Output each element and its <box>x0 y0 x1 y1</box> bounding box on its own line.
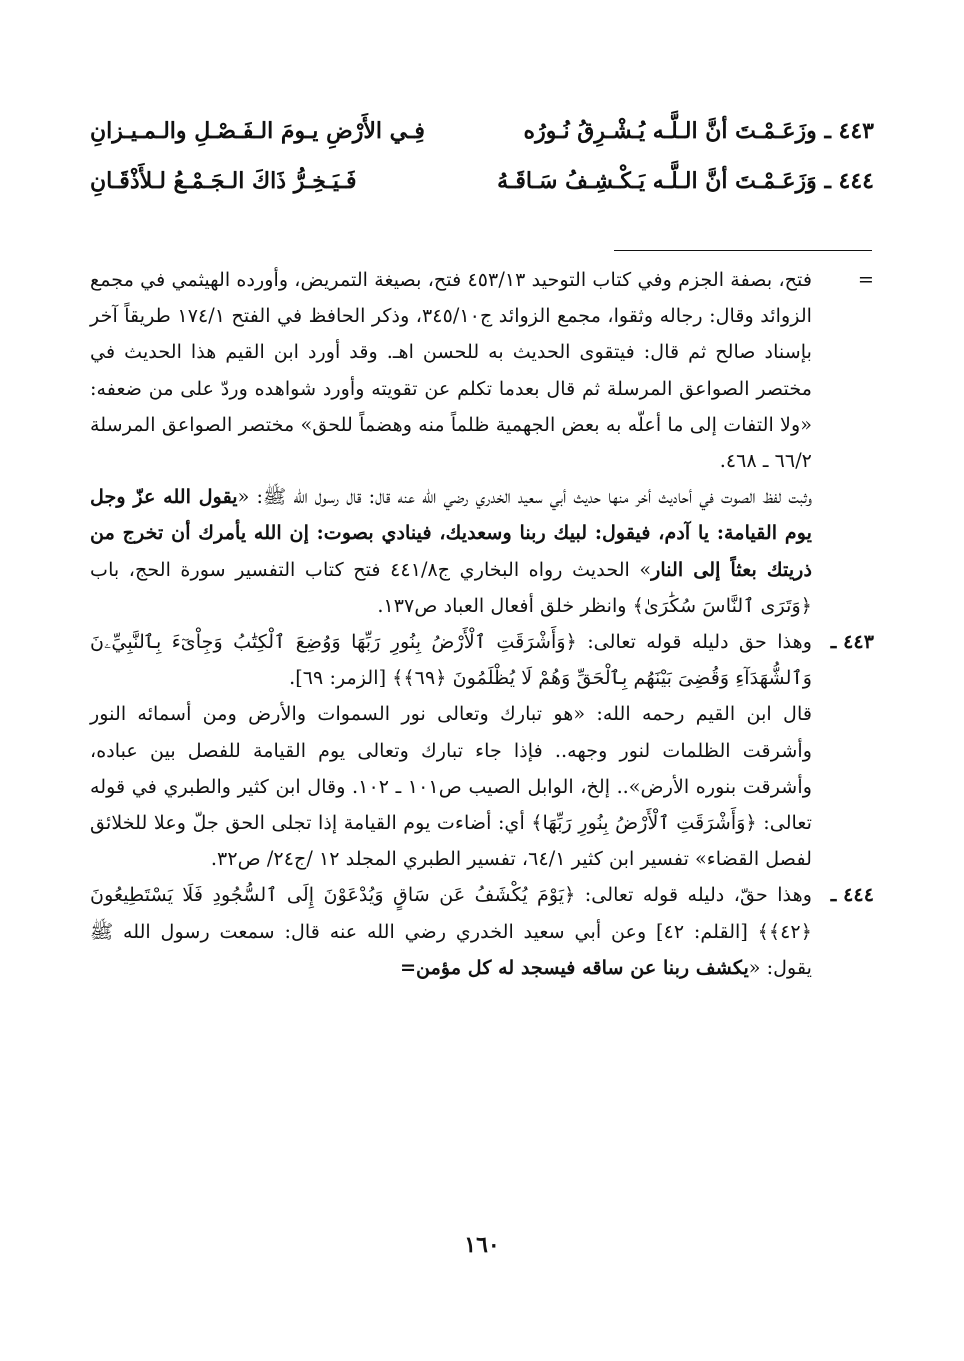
page-number: ١٦٠ <box>464 1232 500 1258</box>
verse-first-hemistich <box>497 168 874 194</box>
hadith-quote: يقول الله عزّ وجل يوم القيامة: يا آدم، فيقول: لبيك ربنا وسعديك، فينادي بصوت: إن الله يأمرك أن تخرج من ذريتك بعثاً إلى النار <box>90 485 812 581</box>
paragraph-text: وهذا حقّ، دليله قوله تعالى: ﴿يَوْمَ يُكْشَفُ عَن سَاقٍ وَيُدْعَوْنَ إِلَى ٱلسُّجُودِ فَلَا يَسْتَطِيعُونَ ﴿٤٢﴾﴾ [القلم: ٤٢] وعن أبي سعيد الخدري رضي الله عنه قال: سمعت رسول الله ﷺ يقول: « <box>90 883 812 979</box>
footnote-text: وهذا حق دليله قوله تعالى: ﴿وَأَشْرَقَتِ ٱلْأَرْضُ بِنُورِ رَبِّهَا وَوُضِعَ ٱلْكِتَٰبُ وَجِاْىٓءَ بِٱلنَّبِيِّۦنَ وَٱلشُّهَدَآءِ وَقُضِىَ بَيْنَهُم بِٱلْحَقِّ وَهُمْ لَا يُظْلَمُونَ ﴿٦٩﴾﴾ [الزمر: ٦٩]. <box>90 630 812 690</box>
verse-number: ٤٤٣ ـ <box>824 118 874 144</box>
continuation-marker: = <box>399 955 417 979</box>
footnote-paragraph <box>90 479 874 624</box>
paragraph-text: » الحديث رواه البخاري ج٤٤١/٨ فتح كتاب التفسير سورة الحج، باب ﴿وَتَرَى ٱلنَّاسَ سُكَٰرَىٰ﴾ وانظر خلق أفعال العباد ص١٣٧. <box>90 557 812 617</box>
verse-second-hemistich: فِـي الأَرْضِ يـومَ الـفَـصْـلِ والـمـيـزانِ <box>90 118 425 144</box>
verse-first-hemistich <box>524 118 874 144</box>
verse-number: ٤٤٤ ـ <box>824 168 874 194</box>
footnote-443 <box>90 624 874 877</box>
footnote-text: قال ابن القيم رحمه الله: «هو تبارك وتعالى نور السموات والأرض ومن أسمائه النور وأشرقت الظلمات لنور وجهه.. فإذا جاء تبارك وتعالى يوم القيامة للفصل بين عباده، وأشرقت بنوره الأرض».. إلخ، الوابل الصيب ص١٠١ ـ ١٠٢. وقال ابن كثير والطبري في قوله تعالى: ﴿وَأَشْرَقَتِ ٱلْأَرْضُ بِنُورِ رَبِّهَا﴾ أي: أضاءت يوم القيامة إذا تجلى الحق جلّ وعلا للخلائق لفصل القضاء» تفسير ابن كثير ٦٤/١، تفسير الطبري المجلد ١٢ /ج٢٤/ ص٣٢. <box>90 702 812 871</box>
footnotes <box>90 262 874 986</box>
verse-first-hemistich-text: وزَعَـمْـتَ أنَّ الـلَّـه يُـشْـرِقُ نُـورُه <box>523 118 817 144</box>
footnote-444 <box>90 877 874 986</box>
continuation-text: فتح، بصفة الجزم وفي كتاب التوحيد ٤٥٣/١٣ فتح، بصيغة التمريض، وأورده الهيثمي في مجمع الزوائد وقال: رجاله وثقوا، مجمع الزوائد ج٣٤٥/١٠، وذكر الحافظ في الفتح ١٧٤/١ طريقاً آخر بإسناد صالح ثم قال: فيتقوى الحديث به للحسن اهـ. وقد أورد ابن القيم هذا الحديث في مختصر الصواعق المرسلة ثم قال بعدما تكلم عن تقويته وأورد شواهده وردّ على من ضعفه: «ولا التفات إلى ما أعلّه به بعض الجهمية ظلماً منه وهضماً للحق» مختصر الصواعق المرسلة ٦٦/٢ ـ ٤٦٨. <box>90 268 812 473</box>
verse-line <box>90 118 874 168</box>
verse-line <box>90 168 874 218</box>
poem-verses <box>90 118 874 218</box>
footnote-number: ٤٤٤ ـ <box>830 883 874 907</box>
continuation-marker: = <box>857 268 874 291</box>
hadith-quote: يكشف ربنا عن ساقه فيسجد له كل مؤمن <box>416 955 749 979</box>
verse-second-hemistich: فَـيَـخِـرُّ ذَاكَ الـجَـمْـعُ لـلأَذْقَـانِ <box>90 168 357 194</box>
footnote-continuation <box>90 262 874 479</box>
paragraph-text: وثبت لفظ الصوت في أحاديث أخر منها حديث أبي سعيد الخدري رضي الله عنه قال: قال رسول الله ﷺ: « <box>237 485 812 509</box>
footnote-number: ٤٤٣ ـ <box>830 630 874 654</box>
footnote-text <box>90 877 812 986</box>
footnote-separator <box>614 250 872 251</box>
verse-first-hemistich-text: وَزَعَـمْـتَ أنَّ الـلَّـه يَـكْـشِـفُ سَـاقَـهُ <box>497 168 817 194</box>
